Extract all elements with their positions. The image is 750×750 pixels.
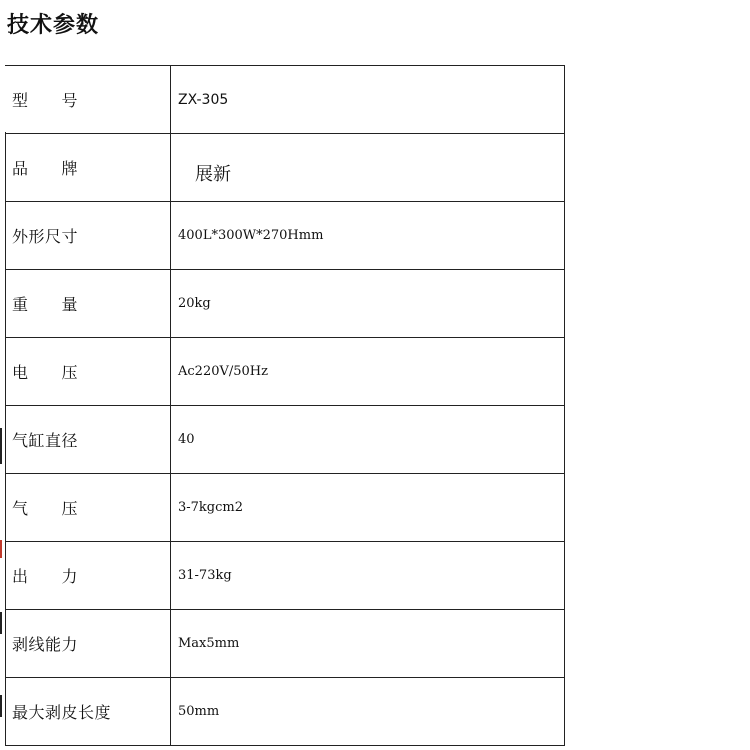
spec-value: 展新 xyxy=(195,163,231,185)
table-row xyxy=(5,474,564,542)
table-row xyxy=(5,338,564,406)
spec-label: 品 牌 xyxy=(5,134,171,201)
edge-mark xyxy=(0,428,2,464)
page-title: 技术参数 xyxy=(7,13,100,38)
table-row xyxy=(5,542,564,610)
table-row xyxy=(5,66,564,134)
spec-table xyxy=(5,65,565,746)
spec-value: 20kg xyxy=(178,296,211,311)
edge-mark xyxy=(0,695,2,717)
spec-value: 400L*300W*270Hmm xyxy=(178,228,324,243)
spec-label: 电 压 xyxy=(5,338,171,405)
spec-label: 气缸直径 xyxy=(5,406,171,473)
table-row xyxy=(5,406,564,474)
spec-value: Max5mm xyxy=(178,636,240,651)
spec-label: 气 压 xyxy=(5,474,171,541)
spec-value: ZX-305 xyxy=(178,91,229,108)
table-row xyxy=(5,134,564,202)
table-row xyxy=(5,202,564,270)
spec-value: 3-7kgcm2 xyxy=(178,500,244,515)
spec-label: 最大剥皮长度 xyxy=(5,678,171,745)
edge-mark xyxy=(0,612,2,634)
spec-label: 重 量 xyxy=(5,270,171,337)
spec-label: 外形尺寸 xyxy=(5,202,171,269)
spec-value: 31-73kg xyxy=(178,568,232,583)
table-row xyxy=(5,610,564,678)
edge-mark xyxy=(0,540,2,558)
spec-value: 40 xyxy=(178,432,195,447)
table-row xyxy=(5,270,564,338)
spec-label: 剥线能力 xyxy=(5,610,171,677)
table-row xyxy=(5,678,564,746)
spec-label: 出 力 xyxy=(5,542,171,609)
spec-label: 型 号 xyxy=(5,66,171,133)
spec-value: 50mm xyxy=(178,704,220,719)
spec-value: Ac220V/50Hz xyxy=(178,364,268,379)
